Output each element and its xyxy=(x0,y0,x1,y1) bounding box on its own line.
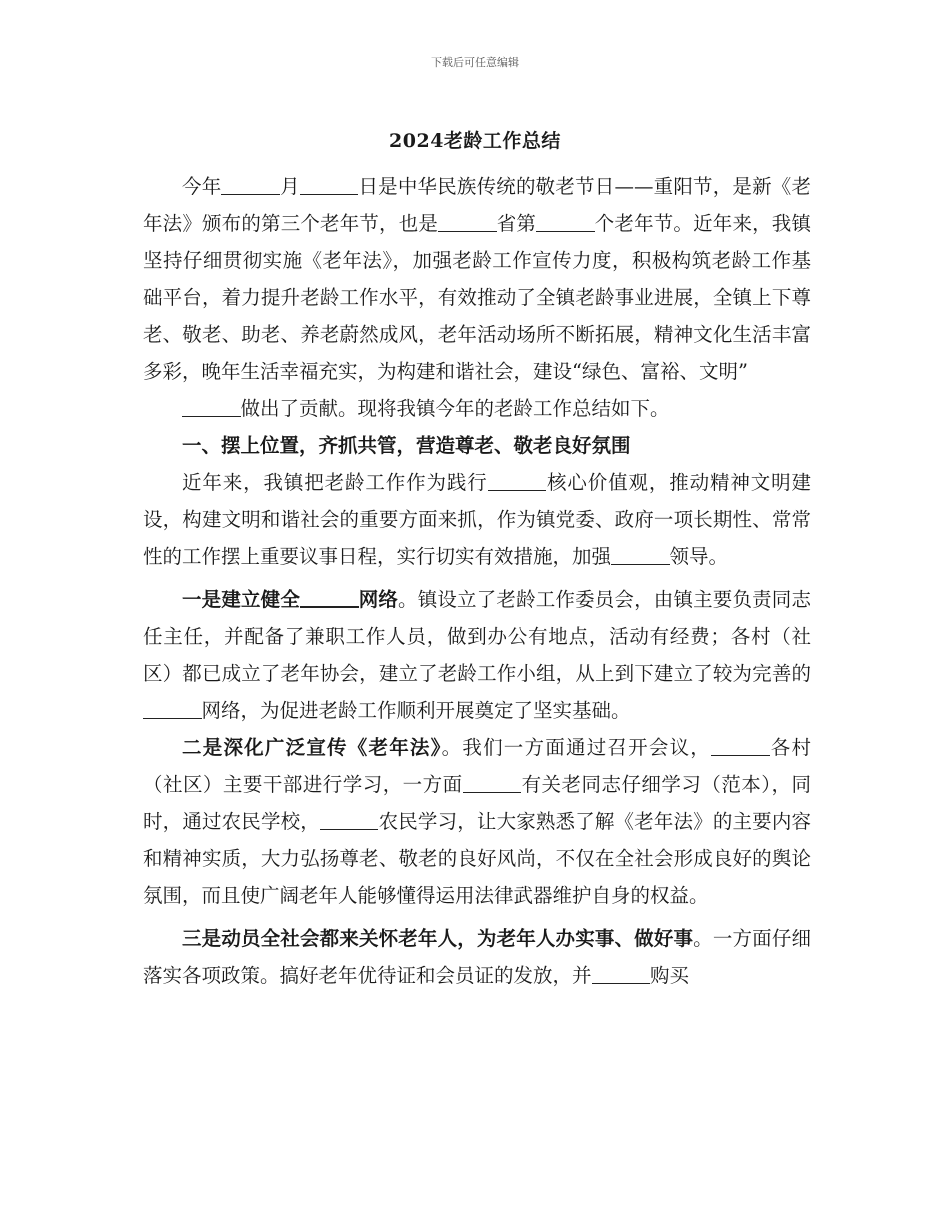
paragraph-point-1 xyxy=(143,581,811,729)
text-run: 有关老同志仔细学习（范本），同时，通过农民学校， xyxy=(143,773,811,833)
page-title: 2024老龄工作总结 xyxy=(389,130,561,152)
paragraph-point-3 xyxy=(143,920,811,994)
text-run: 做出了贡献。现将我镇今年的老龄工作总结如下。 xyxy=(240,397,670,420)
text-run: 省第 xyxy=(496,212,537,235)
paragraph-intro-cont xyxy=(143,390,811,427)
text-run: 日是中华民族传统的敬老节日——重阳节，是新《老年法》颁布的第三个老年节，也是 xyxy=(143,175,811,235)
point-lead: 二是深化广泛宣传《老年法》 xyxy=(182,736,442,759)
fill-in-blank xyxy=(611,545,670,566)
text-run: 月 xyxy=(279,175,300,198)
document-body xyxy=(143,168,811,994)
text-run: 今年 xyxy=(182,175,222,198)
fill-in-blank xyxy=(300,175,359,196)
fill-in-blank xyxy=(320,810,379,831)
text-run: 各村（社区）主要干部进行学习，一方面 xyxy=(143,736,811,796)
text-run: 。镇设立了老龄工作委员会，由镇主要负责同志任主任，并配备了兼职工作人员，做到办公有地点，活动有经费；各村（社区）都已成立了老年协会，建立了老龄工作小组，从上到下建立了较为完善的 xyxy=(143,588,811,685)
text-run: 网络，为促进老龄工作顺利开展奠定了坚实基础。 xyxy=(201,699,631,722)
text-run: 近年来，我镇把老龄工作作为践行 xyxy=(182,471,488,494)
text-run: 农民学习，让大家熟悉了解《老年法》的主要内容和精神实质，大力弘扬尊老、敬老的良好风尚，不仅在全社会形成良好的舆论氛围，而且使广阔老年人能够懂得运用法律武器维护自身的权益。 xyxy=(143,810,811,907)
fill-in-blank xyxy=(463,773,522,794)
text-run: 。一方面仔细落实各项政策。搞好老年优待证和会员证的发放，并 xyxy=(143,927,811,987)
fill-in-blank xyxy=(536,212,595,233)
paragraph-intro xyxy=(143,168,811,390)
section-heading-1: 一、摆上位置，齐抓共管，营造尊老、敬老良好氛围 xyxy=(182,434,631,457)
fill-in-blank xyxy=(182,397,241,418)
fill-in-blank xyxy=(711,736,770,757)
fill-in-blank xyxy=(143,699,202,720)
paragraph-point-2 xyxy=(143,729,811,914)
text-run: 核心价值观，推动精神文明建设，构建文明和谐社会的重要方面来抓，作为镇党委、政府一项长期性、常常性的工作摆上重要议事日程，实行切实有效措施，加强 xyxy=(143,471,811,568)
fill-in-blank xyxy=(300,587,359,609)
fill-in-blank xyxy=(438,212,497,233)
point-lead: 网络 xyxy=(358,588,399,611)
header-note: 下载后可任意编辑 xyxy=(431,56,519,69)
paragraph-section-1 xyxy=(143,464,811,575)
point-lead: 三是动员全社会都来关怀老年人，为老年人办实事、做好事 xyxy=(182,927,694,950)
text-run: 购买 xyxy=(650,964,690,987)
fill-in-blank xyxy=(221,175,280,196)
text-run: 。我们一方面通过召开会议， xyxy=(441,736,712,759)
point-lead: 一是建立健全 xyxy=(182,588,301,611)
text-run: 个老年节。近年来，我镇坚持仔细贯彻实施《老年法》，加强老龄工作宣传力度，积极构筑老龄工作基础平台，着力提升老龄工作水平，有效推动了全镇老龄事业进展，全镇上下尊老、敬老、助老、养老蔚然成风，老年活动场所不断拓展，精神文化生活丰富多彩，晚年生活幸福充实，为构建和谐社会，建设“绿色、富裕、文明” xyxy=(143,212,811,383)
fill-in-blank xyxy=(592,964,651,985)
text-run: 领导。 xyxy=(669,545,729,568)
fill-in-blank xyxy=(488,471,547,492)
